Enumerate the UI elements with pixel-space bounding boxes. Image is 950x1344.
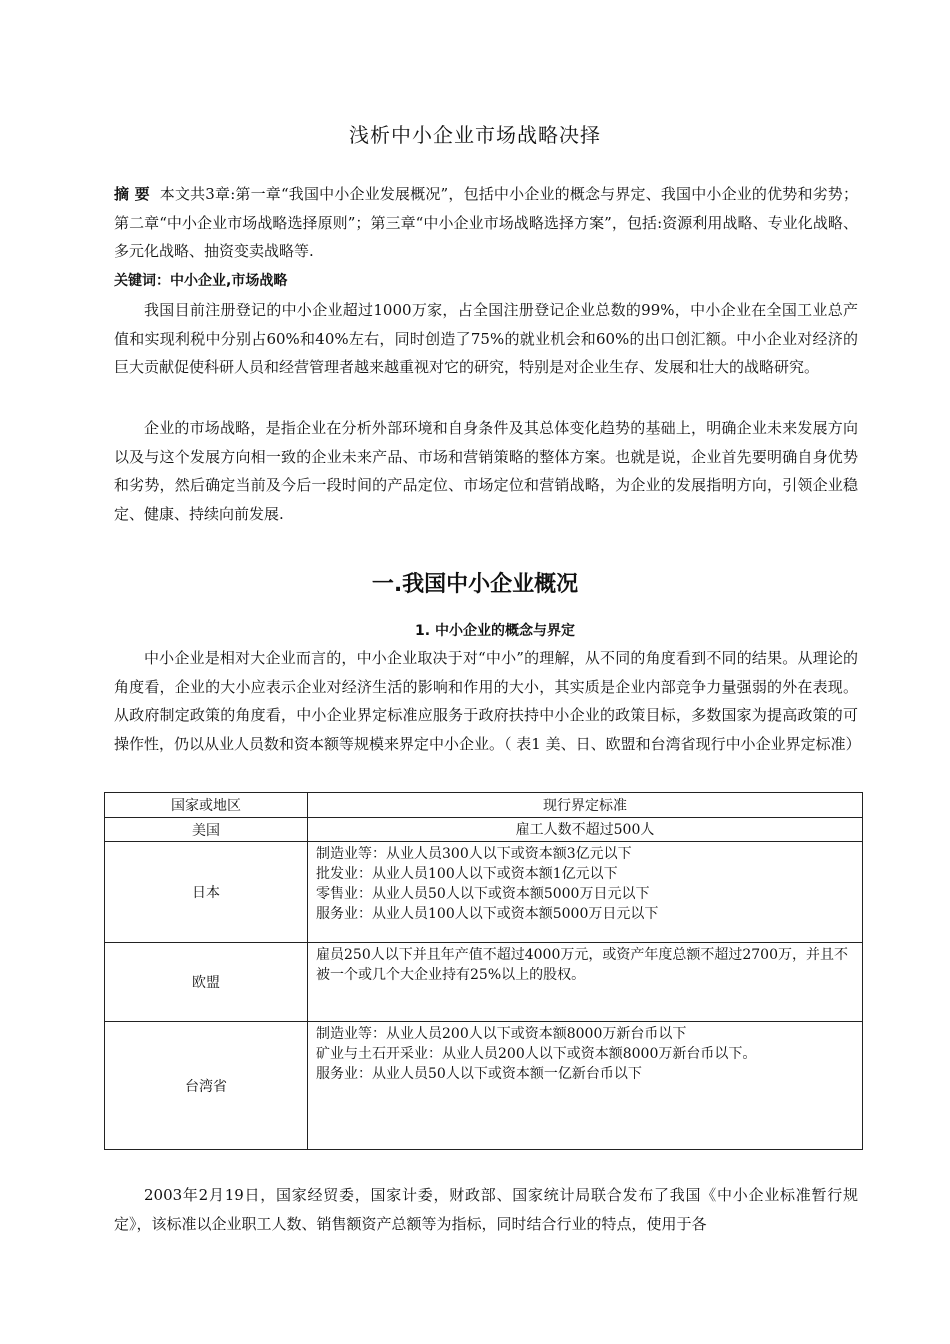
criteria-line: 矿业与土石开采业：从业人员200人以下或资本额8000万新台币以下。 xyxy=(316,1046,757,1062)
standards-table xyxy=(104,792,863,1150)
intro-paragraph-2: 企业的市场战略，是指企业在分析外部环境和自身条件及其总体变化趋势的基础上，明确企业未来发展方向以及与这个发展方向相一致的企业未来产品、市场和营销策略的整体方案。也就是说，企业首先要明确自身优势和劣势，然后确定当前及今后一段时间的产品定位、市场定位和营销战略，为企业的发展指明方向，引领企业稳定、健康、持续向前发展. xyxy=(114,419,858,523)
table-header-country: 国家或地区 xyxy=(105,793,308,818)
criteria-line: 制造业等：从业人员300人以下或资本额3亿元以下 xyxy=(316,846,632,862)
closing-paragraph: 2003年2月19日，国家经贸委，国家计委，财政部、国家统计局联合发布了我国《中小企业标准暂行规定》，该标准以企业职工人数、销售额资产总额等为指标，同时结合行业的特点，使用于各 xyxy=(114,1186,858,1233)
table-cell-country: 台湾省 xyxy=(105,1022,308,1150)
table-header-row xyxy=(105,793,863,818)
keywords: 关键词：中小企业,市场战略 xyxy=(114,273,288,289)
table-cell-country: 欧盟 xyxy=(105,943,308,1022)
document-title: 浅析中小企业市场战略决择 xyxy=(349,123,601,147)
table-row xyxy=(105,842,863,943)
abstract-label: 摘 要 xyxy=(114,185,150,203)
criteria-line: 零售业：从业人员50人以下或资本额5000万日元以下 xyxy=(316,886,650,902)
table-cell-country: 日本 xyxy=(105,842,308,943)
table-row xyxy=(105,1022,863,1150)
table-cell-criteria xyxy=(308,818,863,842)
criteria-line: 服务业：从业人员50人以下或资本额一亿新台币以下 xyxy=(316,1066,642,1082)
table-row xyxy=(105,943,863,1022)
section-heading: 一.我国中小企业概况 xyxy=(371,572,579,597)
subsection-heading: 1. 中小企业的概念与界定 xyxy=(415,623,575,639)
intro-paragraph-1: 我国目前注册登记的中小企业超过1000万家，占全国注册登记企业总数的99%，中小企业在全国工业总产值和实现利税中分别占60%和40%左右，同时创造了75%的就业机会和60%的出口创汇额。中小企业对经济的巨大贡献促使科研人员和经营管理者越来越重视对它的研究，特别是对企业生存、发展和壮大的战略研究。 xyxy=(114,301,858,376)
table-cell-criteria xyxy=(308,842,863,943)
table-cell-country: 美国 xyxy=(105,818,308,842)
criteria-line: 服务业：从业人员100人以下或资本额5000万日元以下 xyxy=(316,906,659,922)
criteria-line: 批发业：从业人员100人以下或资本额1亿元以下 xyxy=(316,866,618,882)
table-cell-criteria xyxy=(308,1022,863,1150)
table-header-criteria: 现行界定标准 xyxy=(308,793,863,818)
section-paragraph: 中小企业是相对大企业而言的，中小企业取决于对“中小”的理解，从不同的角度看到不同的结果。从理论的角度看，企业的大小应表示企业对经济生活的影响和作用的大小，其实质是企业内部竞争力量强弱的外在表现。从政府制定政策的角度看，中小企业界定标准应服务于政府扶持中小企业的政策目标，多数国家为提高政策的可操作性，仍以从业人员数和资本额等规模来界定中小企业。（ 表1 美、日、欧盟和台湾省现行中小企业界定标准） xyxy=(114,649,861,753)
table-row xyxy=(105,818,863,842)
abstract-text: 本文共3章:第一章“我国中小企业发展概况”，包括中小企业的概念与界定、我国中小企业的优势和劣势；第二章“中小企业市场战略选择原则”；第三章“中小企业市场战略选择方案”，包括:资源利用战略、专业化战略、多元化战略、抽资变卖战略等. xyxy=(114,185,858,260)
criteria-line: 制造业等：从业人员200人以下或资本额8000万新台币以下 xyxy=(316,1026,687,1042)
criteria-line: 雇员250人以下并且年产值不超过4000万元，或资产年度总额不超过2700万，并且不被一个或几个大企业持有25%以上的股权。 xyxy=(316,947,848,983)
criteria-line: 雇工人数不超过500人 xyxy=(515,821,655,838)
abstract xyxy=(114,180,858,266)
table-cell-criteria xyxy=(308,943,863,1022)
